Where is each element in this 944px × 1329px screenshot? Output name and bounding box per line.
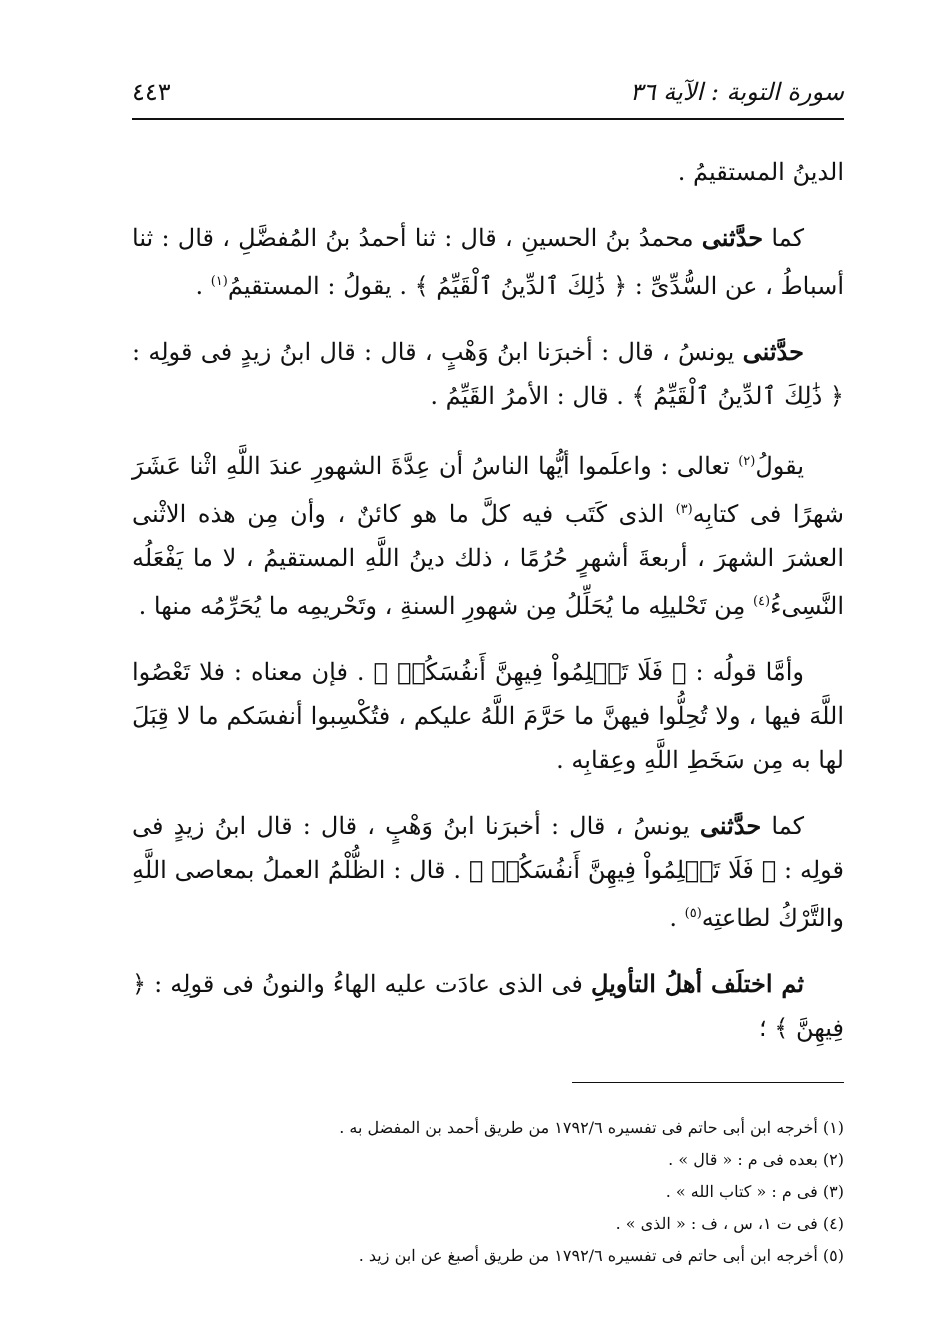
footnote-1: (١) أخرجه ابن أبى حاتم فى تفسيره ١٧٩٢/٦ من طريق أحمد بن المفضل به . xyxy=(339,1118,844,1137)
paragraph-3 xyxy=(132,440,844,628)
p2-haddathani: حدَّثنى xyxy=(742,337,804,366)
footnote-ref-5[interactable]: (٥) xyxy=(684,906,702,921)
paragraph-5 xyxy=(132,804,844,940)
p5-end: . xyxy=(669,904,685,932)
running-header xyxy=(132,72,844,112)
paragraph-3-line xyxy=(132,440,844,628)
p1-word: كما xyxy=(771,224,804,252)
paragraph-0 xyxy=(132,150,844,194)
paragraph-2 xyxy=(132,330,844,418)
page-number: ٤٤٣ xyxy=(132,78,171,106)
footnote-ref-1[interactable]: (١) xyxy=(210,274,228,289)
paragraph-6 xyxy=(132,962,844,1050)
p1-haddathani: حدَّثنى xyxy=(701,223,764,252)
footnote-5: (٥) أخرجه ابن أبى حاتم فى تفسيره ١٧٩٢/٦ من طريق أصبغ عن ابن زيد . xyxy=(358,1246,844,1265)
p3-text-3: مِن تَحْليلِه ما يُحَلِّلُ مِن شهورِ السنةِ ، وتَحْريمِه ما يُحَرِّمُه منها . xyxy=(138,592,753,620)
header-title: سورة التوبة : الآية ٣٦ xyxy=(629,78,844,106)
p5-word: كما xyxy=(771,812,804,840)
paragraph-4-text: وأمَّا قولُه : ﴿ فَلَا تَظۡلِمُواْ فِيهِنَّ أَنفُسَكُمۡ ﴾ . فإن معناه : فلا تَعْصُوا اللَّهَ فيها ، ولا تُحِلُّوا فيهنَّ ما حَرَّمَ اللَّهُ عليكم ، فتُكْسِبوا أنفسَكم ما لا قِبَلَ لها به مِن سَخَطِ اللَّهِ وعِقابِه . xyxy=(132,658,844,774)
footnote-3: (٣) فى م : « كتاب الله » . xyxy=(665,1182,844,1201)
paragraph-1-line xyxy=(132,216,844,308)
paragraph-5-line xyxy=(132,804,844,940)
paragraph-0-text: الدينُ المستقيمُ . xyxy=(677,158,844,186)
footnote-ref-4[interactable]: (٤) xyxy=(752,594,771,609)
footnote-separator xyxy=(572,1082,844,1083)
footnote-4: (٤) فى ت ١، س ، ف : « الذى » . xyxy=(615,1214,844,1233)
footnote-ref-3[interactable]: (٣) xyxy=(675,502,693,517)
paragraph-1 xyxy=(132,216,844,308)
paragraph-4 xyxy=(132,650,844,782)
footnote-ref-2[interactable]: (٢) xyxy=(738,454,756,469)
p3-word: يقولُ xyxy=(755,452,804,480)
p5-haddathani: حدَّثنى xyxy=(699,811,762,840)
p1-end: . xyxy=(195,272,211,300)
p6-heading: ثم اختلَف أهلُ التأويلِ xyxy=(590,969,804,998)
p3-text-1: تعالى : واعلَموا أيُّها الناسُ أن عِدَّةَ الشهورِ عندَ اللَّهِ اثْنا عَشَرَ شهرًا فى كتابِه xyxy=(132,452,844,528)
footnote-2: (٢) بعده فى م : « قال » . xyxy=(668,1150,844,1169)
p3-text-2: الذى كَتَب فيه كلَّ ما هو كائنٌ ، وأن مِن هذه الاثْنى العشرَ الشهرَ ، أربعةَ أشهرٍ حُرُمًا ، ذلك دينُ اللَّهِ المستقيمُ ، لا ما يَفْعَلُه النَّسِىءُ xyxy=(132,500,844,620)
p5-text: يونسُ ، قال : أخبرَنا ابنُ وَهْبٍ ، قال : قال ابنُ زيدٍ فى قولِه : ﴿ فَلَا تَظۡلِمُواْ فِيهِنَّ أَنفُسَكُمۡ ﴾ . قال : الظُّلْمُ العملُ بمعاصى اللَّهِ والتَّرْكُ لطاعتِه xyxy=(132,812,844,932)
p6-text: فى الذى عادَت عليه الهاءُ والنونُ فى قولِه : ﴿ فِيهِنَّ ﴾ ؛ xyxy=(132,970,844,1042)
main-text xyxy=(132,150,844,1072)
header-rule xyxy=(132,118,844,120)
p2-text: يونسُ ، قال : أخبرَنا ابنُ وَهْبٍ ، قال : قال ابنُ زيدٍ فى قولِه : ﴿ ذَٰلِكَ ٱلدِّينُ ٱلْقَيِّمُ ﴾ . قال : الأمرُ القَيِّمُ . xyxy=(132,338,844,410)
paragraph-2-line xyxy=(132,330,844,418)
footnotes xyxy=(132,1112,844,1272)
paragraph-6-line xyxy=(132,962,844,1050)
p1-text: محمدُ بنُ الحسينِ ، قال : ثنا أحمدُ بنُ المُفضَّلِ ، قال : ثنا أسباطُ ، عن السُّدِّىِّ : ﴿ ذَٰلِكَ ٱلدِّينُ ٱلْقَيِّمُ ﴾ . يقولُ : المستقيمُ xyxy=(132,224,844,300)
